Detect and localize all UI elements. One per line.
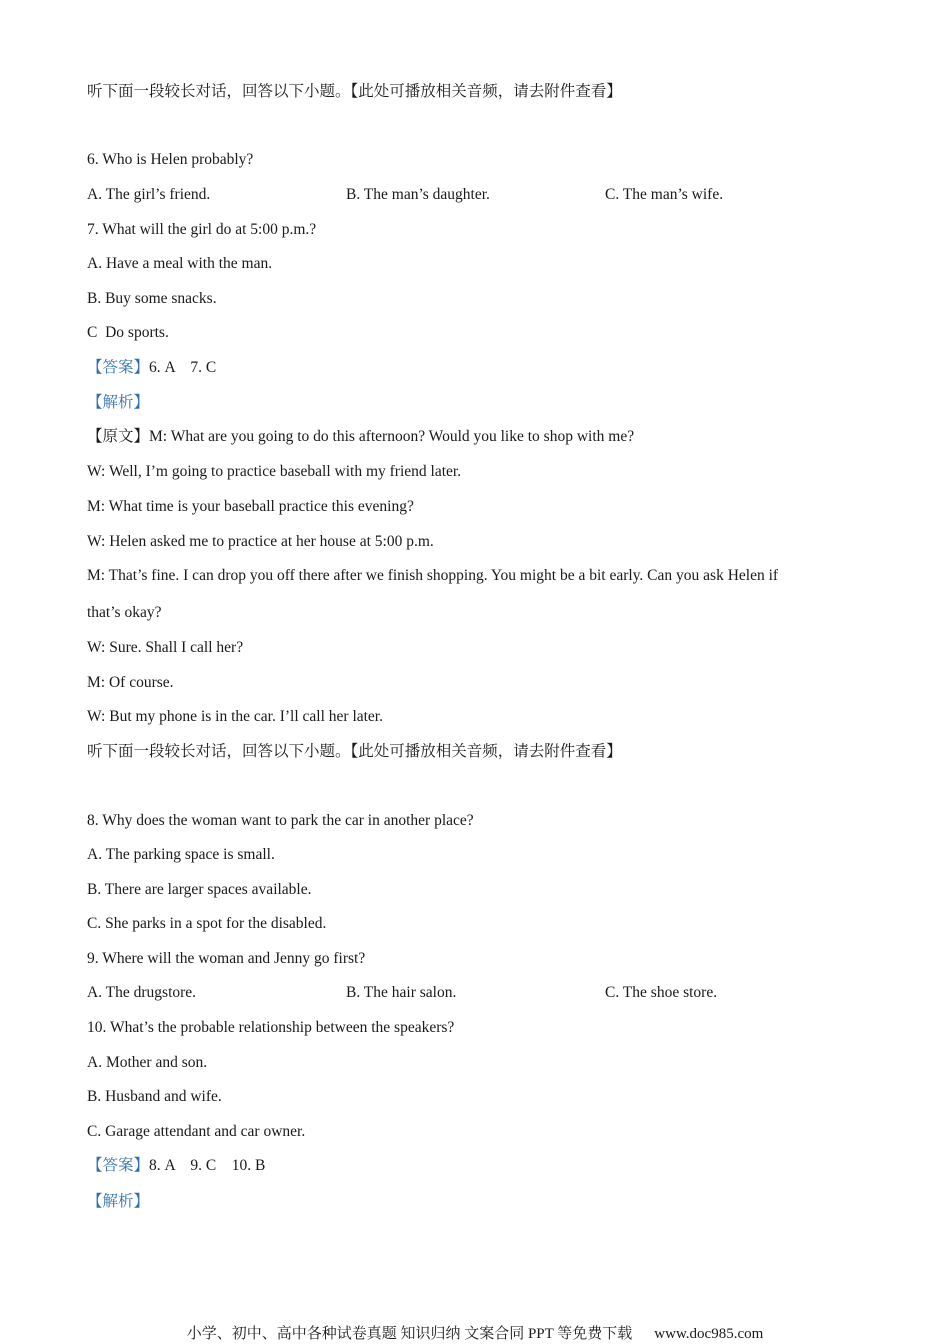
option-6c: C. The man’s wife. (605, 186, 724, 203)
transcript-text: W: Sure. Shall I call her? (87, 639, 244, 656)
question-10: 10. What’s the probable relationship between the speakers? (87, 1019, 455, 1036)
transcript-text: M: What are you going to do this afternoon? Would you like to shop with me? (149, 428, 635, 445)
transcript-line (87, 427, 634, 447)
answer-text: 6. A 7. C (149, 359, 217, 376)
section-intro: 听下面一段较长对话，回答以下小题。【此处可播放相关音频，请去附件查看】 (87, 743, 622, 760)
option-9b: B. The hair salon. (346, 984, 457, 1001)
option-7b: B. Buy some snacks. (87, 290, 217, 307)
option-8b: B. There are larger spaces available. (87, 881, 312, 898)
analysis-label: 【解析】 (87, 1193, 150, 1210)
transcript-text: that’s okay? (87, 604, 162, 621)
option-9c: C. The shoe store. (605, 984, 718, 1001)
option-10c: C. Garage attendant and car owner. (87, 1123, 306, 1140)
option-10b: B. Husband and wife. (87, 1088, 222, 1105)
answer-label: 【答案】 (87, 359, 150, 376)
question-9: 9. Where will the woman and Jenny go first? (87, 950, 366, 967)
question-8: 8. Why does the woman want to park the car in another place? (87, 812, 474, 829)
transcript-text: W: Helen asked me to practice at her house at 5:00 p.m. (87, 533, 434, 550)
option-6b: B. The man’s daughter. (346, 186, 490, 203)
transcript-text: M: Of course. (87, 674, 174, 691)
option-6a: A. The girl’s friend. (87, 186, 211, 203)
page-footer (0, 1324, 950, 1344)
option-7c: C Do sports. (87, 324, 169, 341)
transcript-text: M: What time is your baseball practice this evening? (87, 498, 414, 515)
option-8c: C. She parks in a spot for the disabled. (87, 915, 327, 932)
analysis-label: 【解析】 (87, 394, 150, 411)
option-7a: A. Have a meal with the man. (87, 255, 273, 272)
question-6: 6. Who is Helen probably? (87, 151, 254, 168)
option-9a: A. The drugstore. (87, 984, 197, 1001)
answer-line (87, 358, 216, 378)
option-8a: A. The parking space is small. (87, 846, 275, 863)
section-intro: 听下面一段较长对话，回答以下小题。【此处可播放相关音频，请去附件查看】 (87, 83, 622, 100)
answer-text: 8. A 9. C 10. B (149, 1157, 266, 1174)
transcript-text: W: Well, I’m going to practice baseball with my friend later. (87, 463, 462, 480)
transcript-label: 【原文】 (87, 428, 150, 445)
transcript-text: W: But my phone is in the car. I’ll call her later. (87, 708, 383, 725)
option-10a: A. Mother and son. (87, 1054, 208, 1071)
footer-url[interactable]: www.doc985.com (654, 1326, 764, 1342)
transcript-text: M: That’s fine. I can drop you off there after we finish shopping. You might be a bit early. Can you ask Helen if (87, 567, 779, 584)
answer-line (87, 1156, 265, 1176)
footer-text: 小学、初中、高中各种试卷真题 知识归纳 文案合同 PPT 等免费下载 (186, 1326, 633, 1342)
answer-label: 【答案】 (87, 1157, 150, 1174)
question-7: 7. What will the girl do at 5:00 p.m.? (87, 221, 317, 238)
